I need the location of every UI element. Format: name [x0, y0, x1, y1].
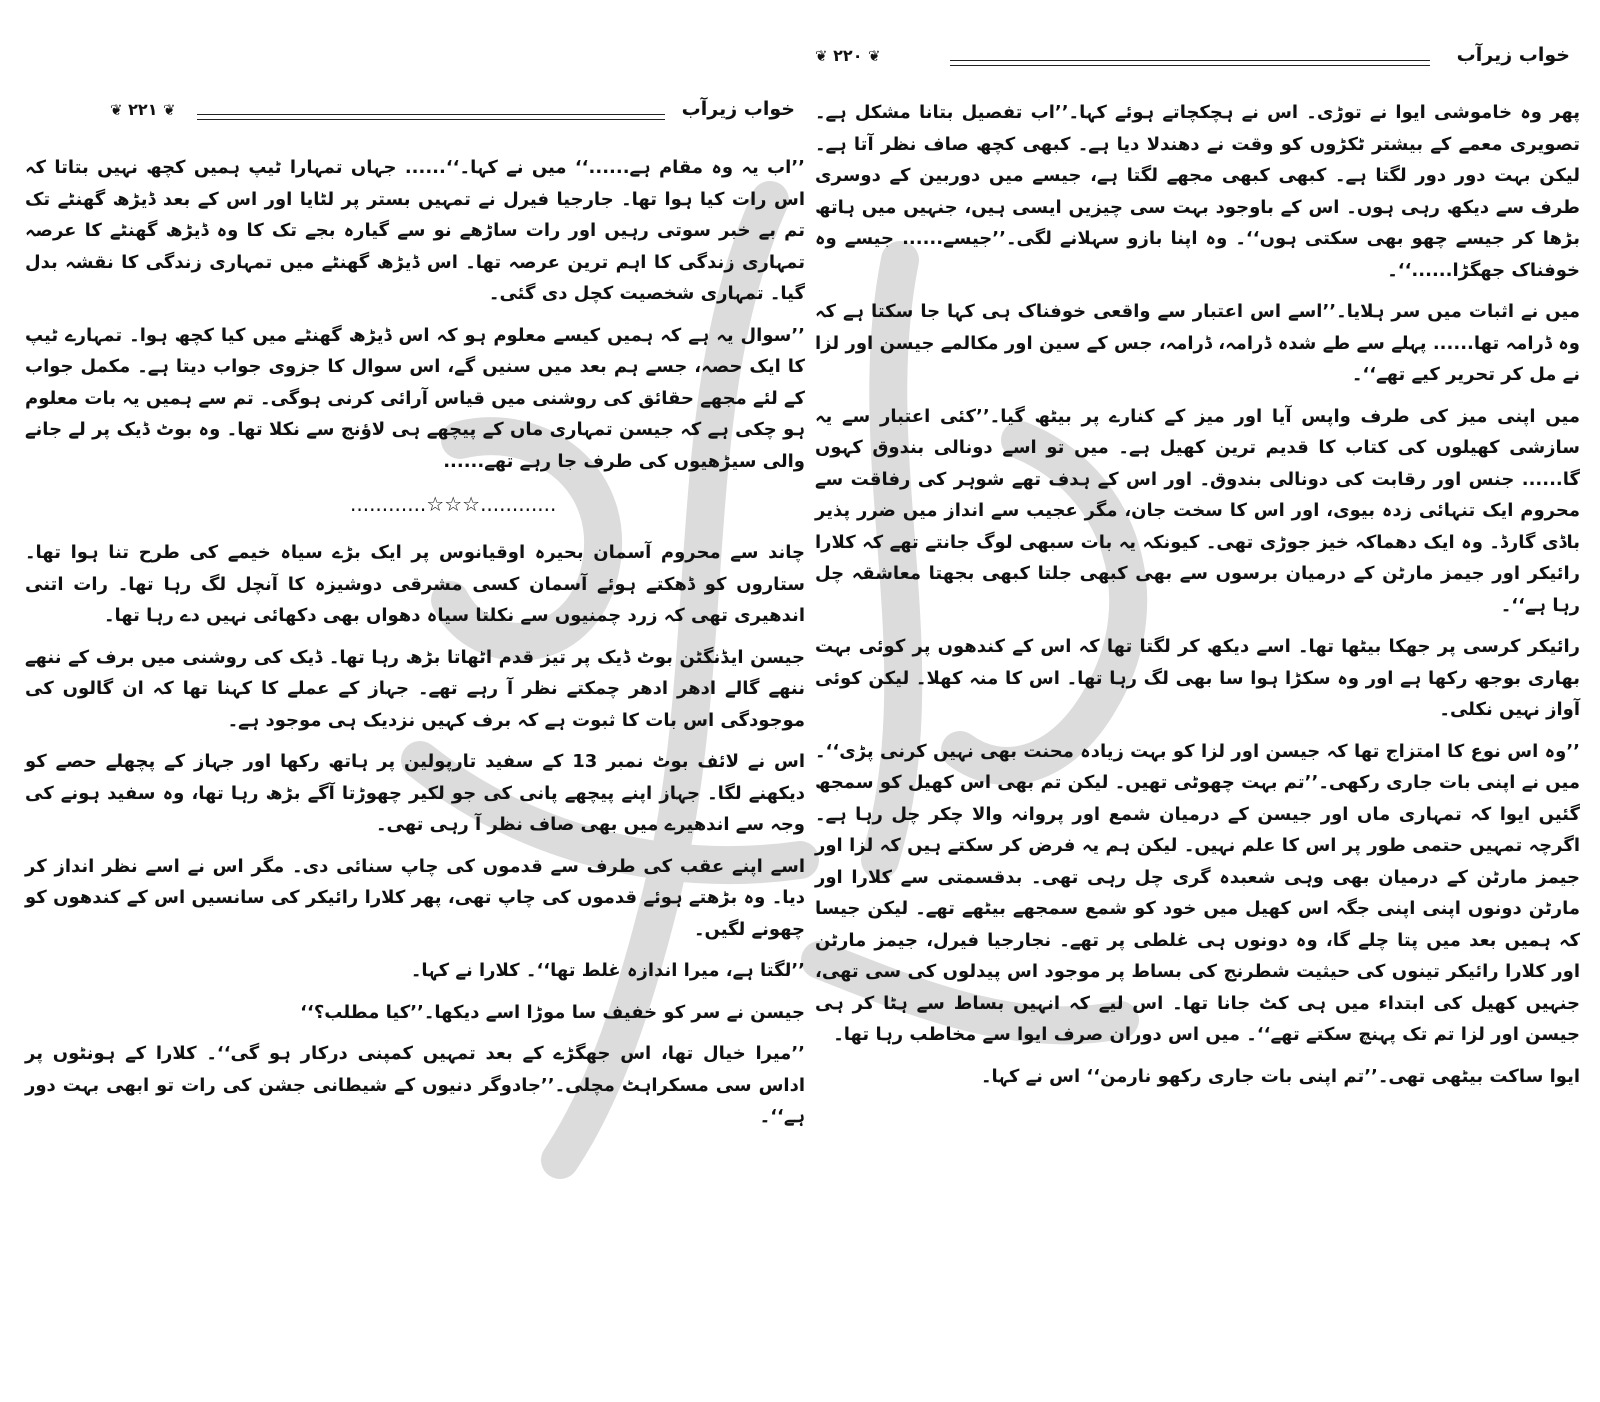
flourish-icon: ❦: [163, 101, 176, 119]
right-page-header: [815, 44, 1580, 84]
paragraph: میں اپنی میز کی طرف واپس آیا اور میز کے کنارے پر بیٹھ گیا۔’’کئی اعتبار سے یہ سازشی کھیلوں کی کتاب کا قدیم ترین کھیل ہے۔ میں تو اسے دونالی بندوق کہوں گا...... جنس اور رقابت کی دونالی بندوق۔ اور اس کے ہدف تھے شوہر کی رفاقت سے محروم ایک تنہائی زدہ بیوی، اور اس کا سخت جان، مگر عجیب سے انداز میں ضرر پذیر باڈی گارڈ۔ وہ ایک دھماکہ خیز جوڑی تھی۔ کیونکہ یہ بات سبھی لوگ جانتے تھے کہ کلارا رائیکر اور جیمز مارٹن کے درمیان برسوں سے بھی کبھی جلتا کبھی بجھتا معاشقہ چل رہا ہے‘‘۔: [815, 405, 1580, 616]
flourish-icon: ❦: [110, 101, 123, 119]
paragraph: ’’اب یہ وہ مقام ہے......‘‘ میں نے کہا۔‘‘...... جہاں تمہارا ٹیپ ہمیں کچھ نہیں بتاتا کہ اس رات کیا ہوا تھا۔ جارجیا فیرل نے تمہیں بستر پر لٹایا اور اس کے بعد ڈیڑھ گھنٹے تک تم بے خبر سوتی رہیں اور رات ساڑھے نو سے گیارہ بجے تک کا وہ ڈیڑھ گھنٹے کا عرصہ تمہاری زندگی کا اہم ترین عرصہ تھا۔ اس ڈیڑھ گھنٹے میں تمہاری زندگی کا نقشہ بدل گیا۔ تمہاری شخصیت کچل دی گئی۔: [25, 157, 805, 304]
header-rule: [197, 114, 665, 120]
left-page: [25, 0, 805, 1402]
left-page-body: [25, 152, 805, 1143]
paragraph: ایوا ساکت بیٹھی تھی۔’’تم اپنی بات جاری رکھو نارمن‘‘ اس نے کہا۔: [980, 1065, 1580, 1087]
paragraph: پھر وہ خاموشی ایوا نے توڑی۔ اس نے ہچکچاتے ہوئے کہا۔’’اب تفصیل بتانا مشکل ہے۔ تصویری معمے کے بیشتر ٹکڑوں کو وقت نے دھندلا دیا ہے۔ کبھی کچھ صاف نظر آتا ہے۔ لیکن بہت دور دور لگتا ہے۔ کبھی کبھی مجھے لگتا ہے، جیسے میں دوربین کے دوسری طرف سے دیکھ رہی ہوں۔ اس کے باوجود بہت سی چیزیں ایسی ہیں، جنہیں میں ہاتھ بڑھا کر جیسے چھو بھی سکتی ہوں‘‘۔ وہ اپنا بازو سہلانے لگی۔’’جیسے...... جیسے وہ خوفناک جھگڑا......‘‘۔: [815, 102, 1580, 281]
paragraph: میں نے اثبات میں سر ہلایا۔’’اسے اس اعتبار سے واقعی خوفناک ہی کہا جا سکتا ہے کہ وہ ڈرامہ تھا...... پہلے سے طے شدہ ڈرامہ، ڈرامہ، جس کے سین اور مکالمے جیسن اور لزا نے مل کر تحریر کیے تھے‘‘۔: [815, 301, 1580, 385]
paragraph: جیسن ایڈنگٹن بوٹ ڈیک پر تیز قدم اٹھاتا بڑھ رہا تھا۔ ڈیک کی روشنی میں برف کے ننھے ننھے گالے ادھر ادھر چمکتے نظر آ رہے تھے۔ جہاز کے عملے کا کہنا تھا کہ ان گالوں کی موجودگی اس بات کا ثبوت ہے کہ برف کہیں نزدیک ہی موجود ہے۔: [25, 646, 805, 731]
left-page-number: [110, 100, 176, 119]
left-page-header: [25, 98, 805, 138]
paragraph: اسے اپنے عقب کی طرف سے قدموں کی چاپ سنائی دی۔ مگر اس نے اسے نظر انداز کر دیا۔ وہ بڑھتے ہوئے قدموں کی چاپ تھی، پھر کلارا رائیکر کی سانسیں اس کے کندھوں کو چھونے لگیں۔: [25, 855, 805, 940]
paragraph: ’’سوال یہ ہے کہ ہمیں کیسے معلوم ہو کہ اس ڈیڑھ گھنٹے میں کیا کچھ ہوا۔ تمہارے ٹیپ کا ایک حصہ، جسے ہم بعد میں سنیں گے، اس سوال کا جزوی جواب دیتا ہے۔ مکمل جواب کے لئے مجھے حقائق کی روشنی میں قیاس آرائی کرنی ہوگی۔ تم سے ہمیں یہ بات معلوم ہو چکی ہے کہ جیسن تمہاری ماں کے پیچھے ہی لاؤنج سے نکلا تھا۔ وہ بوٹ ڈیک پر لے جانے والی سیڑھیوں کی طرف جا رہے تھے......: [25, 324, 805, 472]
paragraph: رائیکر کرسی پر جھکا بیٹھا تھا۔ اسے دیکھ کر لگتا تھا کہ اس کے کندھوں پر کوئی بہت بھاری بوجھ رکھا ہے اور وہ سکڑا ہوا سا بھی لگ رہا تھا۔ اس کا منہ کھلا۔ لیکن کوئی آواز نہیں نکلی۔: [815, 636, 1580, 720]
right-page-body: [815, 97, 1580, 1102]
right-page-number-value: ۲۲۰: [833, 46, 863, 65]
left-page-number-value: ۲۲۱: [128, 100, 158, 119]
right-page: [815, 0, 1580, 1402]
right-page-number: [815, 46, 881, 65]
paragraph: ’’وہ اس نوع کا امتزاج تھا کہ جیسن اور لزا کو بہت زیادہ محنت بھی نہیں کرنی پڑی‘‘۔ میں نے اپنی بات جاری رکھی۔’’تم بہت چھوٹی تھیں۔ لیکن تم بھی اس کھیل کو سمجھ گئیں ایوا کہ تمہاری ماں اور جیسن کے درمیان شمع اور پروانہ والا چکر چل رہا ہے۔ اگرچہ تمہیں حتمی طور پر اس کا علم نہیں۔ لیکن ہم یہ فرض کر سکتے ہیں کہ لزا اور جیمز مارٹن کے درمیان بھی وہی شعبدہ گری چل رہی تھی۔ بدقسمتی سے کلارا اور مارٹن دونوں اپنی اپنی جگہ اس کھیل میں خود کو شمع سمجھے بیٹھے تھے۔ لیکن جیسا کہ ہمیں بعد میں پتا چلے گا، وہ دونوں ہی غلطی پر تھے۔ نجارجیا فیرل، جیمز مارٹن اور کلارا رائیکر تینوں کی حیثیت شطرنج کی بساط پر موجود اس پیدلوں کی سی تھی، جنہیں کھیل کی ابتداء میں ہی کٹ جانا تھا۔ اس لیے کہ انہیں بساط سے ہٹا کر ہی جیسن اور لزا تم تک پہنچ سکتے تھے‘‘۔ میں اس دوران صرف ایوا سے مخاطب رہا تھا۔: [815, 740, 1580, 1045]
flourish-icon: ❦: [815, 47, 828, 65]
paragraph: چاند سے محروم آسمان بحیرہ اوقیانوس پر ایک بڑے سیاہ خیمے کی طرح تنا ہوا تھا۔ ستاروں کو ڈھکتے ہوئے آسمان کسی مشرقی دوشیزہ کا آنچل لگ رہا تھا۔ رات اتنی اندھیری تھی کہ زرد چمنیوں سے نکلتا سیاہ دھواں بھی دکھائی نہیں دے رہا تھا۔: [25, 542, 805, 626]
paragraph: ’’لگتا ہے، میرا اندازہ غلط تھا‘‘۔ کلارا نے کہا۔: [410, 960, 805, 981]
paragraph: ’’میرا خیال تھا، اس جھگڑے کے بعد تمہیں کمپنی درکار ہو گی‘‘۔ کلارا کے ہونٹوں پر اداس سی مسکراہٹ مچلی۔’’جادوگر دنیوں کے شیطانی جشن کی رات تو ابھی بہت دور ہے‘‘۔: [25, 1043, 805, 1127]
section-separator: ............☆☆☆............: [350, 492, 557, 516]
left-page-title: خواب زیرآب: [681, 98, 795, 120]
flourish-icon: ❦: [868, 47, 881, 65]
header-rule: [950, 60, 1430, 66]
paragraph: اس نے لائف بوٹ نمبر 13 کے سفید تارپولین پر ہاتھ رکھا اور جہاز کے پچھلے حصے کو دیکھنے لگا۔ جہاز اپنے پیچھے پانی کی جو لکیر چھوڑتا آگے بڑھ رہا تھا، وہ سفید ہونے کی وجہ سے اندھیرے میں بھی صاف نظر آ رہی تھی۔: [25, 751, 806, 835]
right-page-title: خواب زیرآب: [1456, 44, 1570, 66]
paragraph: جیسن نے سر کو خفیف سا موڑا اسے دیکھا۔’’کیا مطلب؟‘‘: [300, 1001, 805, 1023]
